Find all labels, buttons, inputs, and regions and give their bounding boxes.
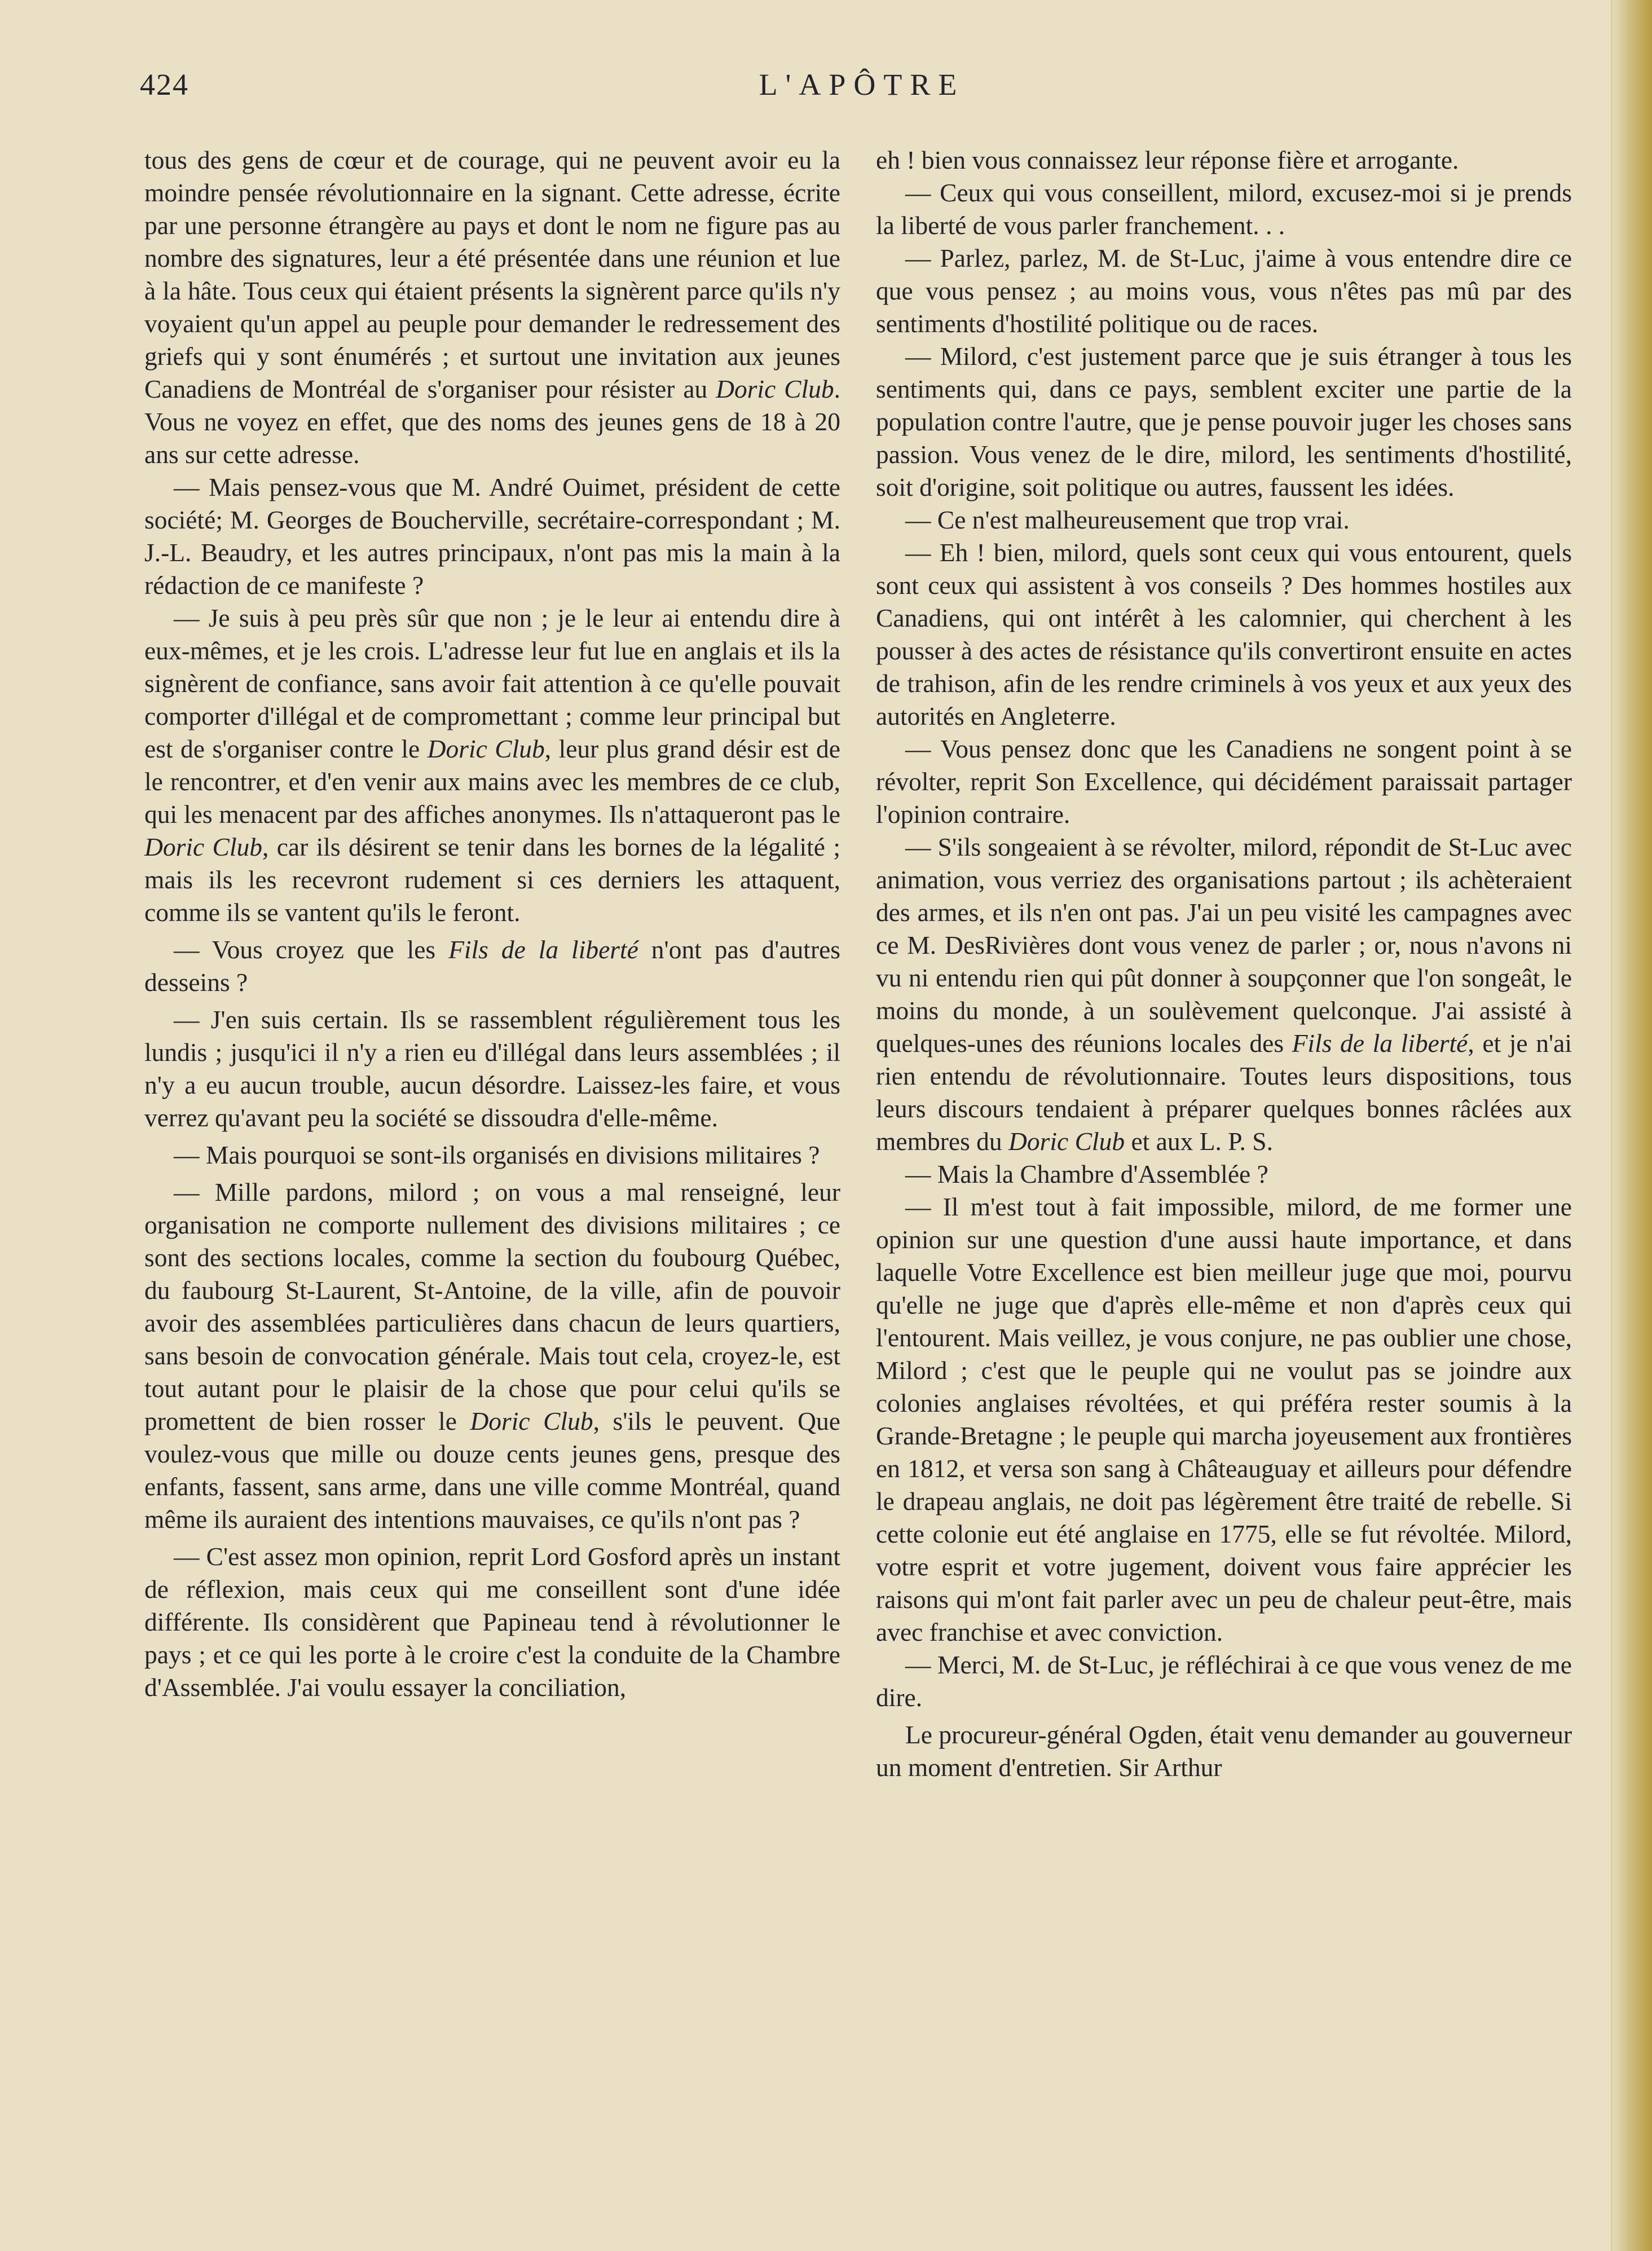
paragraph: — S'ils songeaient à se révolter, milord, répondit de St-Luc avec animation, vous verriez des organisations partout ; ils achèteraient des armes, et ils n'en ont pas. J'ai un peu visité les campagnes avec ce M. DesRivières dont vous venez de parler ; or, nous n'avons ni vu ni entendu rien qui pût donner à soupçonner que l'on songeât, le moins du monde, à un soulèvement quelconque. J'ai assisté à quelques-unes des réunions locales des Fils de la liberté, et je n'ai rien entendu de révolutionnaire. Toutes leurs dispositions, tous leurs discours tendaient à préparer quelques bonnes râclées aux membres du Doric Club et aux L. P. S. <box>876 832 1572 1156</box>
paragraph: — Parlez, parlez, M. de St-Luc, j'aime à vous entendre dire ce que vous pensez ; au moins vous, vous n'êtes pas mû par des sentiments d'hostilité politique ou de races. <box>876 244 1572 338</box>
paragraph: — Mais pourquoi se sont-ils organisés en divisions militaires ? <box>174 1140 820 1169</box>
paragraph: — Ce n'est malheureusement que trop vrai. <box>905 505 1350 534</box>
paragraph: Le procureur-général Ogden, était venu demander au gouverneur un moment d'entretien. Sir Arthur <box>876 1720 1572 1782</box>
page-edge <box>1613 0 1652 2251</box>
italic-term: Doric Club <box>470 1407 593 1435</box>
paragraph: — Merci, M. de St-Luc, je réfléchirai à ce que vous venez de me dire. <box>876 1650 1572 1712</box>
paragraph: eh ! bien vous connaissez leur réponse fière et arrogante. <box>876 146 1459 174</box>
paragraph: — Mais pensez-vous que M. André Ouimet, président de cette société; M. Georges de Boucherville, secrétaire-correspondant ; M. J.-L. Beaudry, et les autres principaux, n'ont pas mis la main à la rédaction de ce manifeste ? <box>144 473 840 600</box>
paragraph: — Ceux qui vous conseillent, milord, excusez-moi si je prends la liberté de vous parler franchement. . . <box>876 178 1572 240</box>
book-title: L'APÔTRE <box>759 68 965 102</box>
paragraph: — Je suis à peu près sûr que non ; je le leur ai entendu dire à eux-mêmes, et je les crois. L'adresse leur fut lue en anglais et ils la signèrent de confiance, sans avoir fait attention à ce qu'elle pouvait comporter d'illégal et de compromettant ; comme leur principal but est de s'organiser contre le Doric Club, leur plus grand désir est de le rencontrer, et d'en venir aux mains avec les membres de ce club, qui les menacent par des affiches anonymes. Ils n'attaqueront pas le Doric Club, car ils désirent se tenir dans les bornes de la légalité ; mais ils les recevront rudement si ces derniers les attaquent, comme ils se vantent qu'ils le feront. <box>144 604 840 927</box>
italic-term: Doric Club <box>716 375 834 403</box>
paragraph: — Eh ! bien, milord, quels sont ceux qui vous entourent, quels sont ceux qui assistent à vos conseils ? Des hommes hostiles aux Canadiens, qui ont intérêt à les calomnier, qui cherchent à les pousser à des actes de résistance qu'ils convertiront ensuite en actes de trahison, afin de les rendre criminels à vos yeux et aux yeux des autorités en Angleterre. <box>876 538 1572 730</box>
italic-term: Fils de la liberté <box>448 935 638 964</box>
paragraph: tous des gens de cœur et de courage, qui ne peuvent avoir eu la moindre pensée révolutionnaire en la signant. Cette adresse, écrite par une personne étrangère au pays et dont le nom ne figure pas au nombre des signatures, leur a été présentée dans une réunion et lue à la hâte. Tous ceux qui étaient présents la signèrent parce qu'ils n'y voyaient qu'un appel au peuple pour demander le redressement des griefs qui y sont énumérés ; et surtout une invitation aux jeunes Canadiens de Montréal de s'organiser pour résister au Doric Club. Vous ne voyez en effet, que des noms des jeunes gens de 18 à 20 ans sur cette adresse. <box>144 146 840 469</box>
paragraph: — Vous pensez donc que les Canadiens ne songent point à se révolter, reprit Son Excellence, qui décidément paraissait partager l'opinion contraire. <box>876 734 1572 829</box>
paragraph: — Mais la Chambre d'Assemblée ? <box>905 1160 1268 1188</box>
paragraph: — J'en suis certain. Ils se rassemblent régulièrement tous les lundis ; jusqu'ici il n'y a rien eu d'illégal dans leurs assemblées ; il n'y a eu aucun trouble, aucun désordre. Laissez-les faire, et vous verrez qu'avant peu la société se dissoudra d'elle-même. <box>144 1005 840 1132</box>
italic-term: Doric Club <box>427 734 545 763</box>
page-number: 424 <box>140 68 189 102</box>
running-head <box>140 62 1584 107</box>
paragraph: — Milord, c'est justement parce que je suis étranger à tous les sentiments qui, dans ce pays, semblent exciter une partie de la population contre l'autre, que je pense pouvoir juger les choses sans passion. Vous venez de le dire, milord, les sentiments d'hostilité, soit d'origine, soit politique ou autres, faussent les idées. <box>876 342 1572 501</box>
italic-term: Doric Club <box>1008 1127 1125 1156</box>
italic-term: Fils de la liberté <box>1292 1029 1468 1058</box>
paragraph: — C'est assez mon opinion, reprit Lord Gosford après un instant de réflexion, mais ceux qui me conseillent sont d'une idée différente. Ils considèrent que Papineau tend à révolutionner le pays ; et ce qui les porte à le croire c'est la conduite de la Chambre d'Assemblée. J'ai voulu essayer la conciliation, <box>144 1542 840 1702</box>
paragraph: — Vous croyez que les Fils de la liberté n'ont pas d'autres desseins ? <box>144 935 840 997</box>
paragraph: — Il m'est tout à fait impossible, milord, de me former une opinion sur une question d'une aussi haute importance, et dans laquelle Votre Excellence est bien meilleur juge que moi, pourvu qu'elle ne juge que d'après elle-même et non d'après ceux qui l'entourent. Mais veillez, je vous conjure, ne pas oublier une chose, Milord ; c'est que le peuple qui ne voulut pas se joindre aux colonies anglaises révoltées, et qui préféra rester soumis à la Grande-Bretagne ; le peuple qui marcha joyeusement aux frontières en 1812, et versa son sang à Châteauguay et ailleurs pour défendre le drapeau anglais, ne doit pas légèrement être traité de rebelle. Si cette colonie eut été anglaise en 1775, elle se fut révoltée. Milord, votre esprit et votre jugement, doivent vous faire apprécier les raisons qui m'ont fait parler avec un peu de chaleur peut-être, mais avec franchise et avec conviction. <box>876 1192 1572 1646</box>
paragraph: — Mille pardons, milord ; on vous a mal renseigné, leur organisation ne comporte nullement des divisions militaires ; ce sont des sections locales, comme la section du foubourg Québec, du faubourg St-Laurent, St-Antoine, de la ville, afin de pouvoir avoir des assemblées particulières dans chacun de leurs quartiers, sans besoin de convocation générale. Mais tout cela, croyez-le, est tout autant pour le plaisir de la chose que pour celui qu'ils se promettent de bien rosser le Doric Club, s'ils le peuvent. Que voulez-vous que mille ou douze cents jeunes gens, presque des enfants, fassent, sans arme, dans une ville comme Montréal, quand même ils auraient des intentions mauvaises, ce qu'ils n'ont pas ? <box>144 1178 840 1534</box>
italic-term: Doric Club <box>144 832 262 861</box>
left-column <box>144 144 840 1704</box>
right-column <box>876 144 1572 1784</box>
